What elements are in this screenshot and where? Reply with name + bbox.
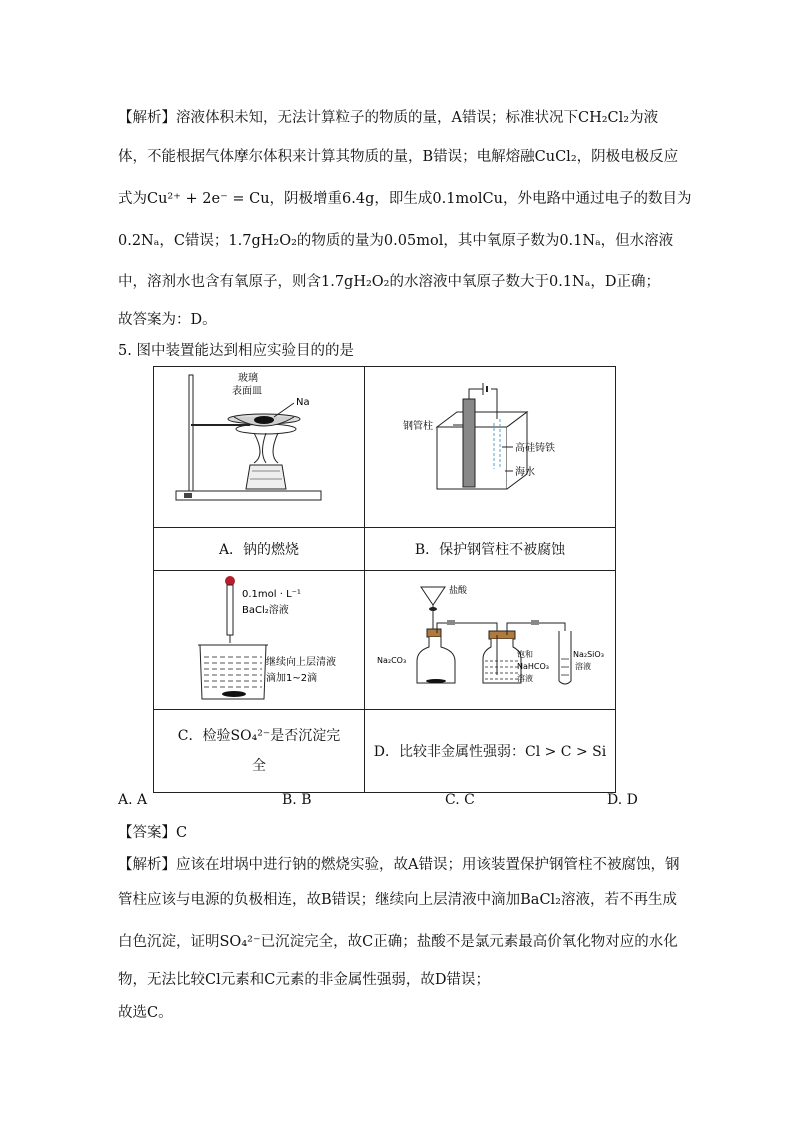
caption-c-line-1: C．检验SO₄²⁻是否沉淀完 bbox=[177, 728, 341, 744]
label-water: 海水 bbox=[515, 467, 535, 478]
label-continue-1: 继续向上层清液 bbox=[266, 657, 336, 668]
analysis-line-3: 式为Cu²⁺ + 2e⁻ = Cu，阴极增重6.4g，即生成0.1molCu，外电路中通过电子的数目为 bbox=[118, 191, 692, 207]
label-glass-2: 表面皿 bbox=[232, 386, 262, 397]
figure-a-cell bbox=[154, 367, 365, 528]
figure-c-cell bbox=[154, 571, 365, 710]
option-c: C. C bbox=[445, 792, 475, 808]
analysis5-line-4: 物，无法比较Cl元素和C元素的非金属性强弱，故D错误； bbox=[118, 972, 490, 988]
option-d: D. D bbox=[607, 792, 638, 808]
caption-c-line-2: 全 bbox=[252, 758, 266, 774]
question-stem: 5. 图中装置能达到相应实验目的的是 bbox=[118, 343, 354, 359]
label-column: 钢管柱 bbox=[403, 421, 433, 432]
answer: 【答案】C bbox=[118, 825, 188, 841]
analysis5-line-5: 故选C。 bbox=[118, 1005, 173, 1021]
label-solution-2: 溶液 bbox=[575, 662, 591, 671]
corrosion-protection-figure bbox=[365, 367, 615, 523]
figure-d-cell bbox=[365, 571, 616, 710]
caption-c bbox=[154, 710, 365, 793]
label-saturated: 饱和 bbox=[517, 650, 533, 659]
analysis5-line-1: 【解析】应该在坩埚中进行钠的燃烧实验，故A错误；用该装置保护钢管柱不被腐蚀，钢 bbox=[118, 857, 680, 873]
analysis-line-4: 0.2Nₐ，C错误；1.7gH₂O₂的物质的量为0.05mol，其中氧原子数为0.1Nₐ，但水溶液 bbox=[118, 233, 674, 249]
option-a: A. A bbox=[118, 792, 148, 808]
apparatus-table bbox=[153, 366, 616, 793]
label-na: Na bbox=[296, 397, 310, 408]
label-bacl2: BaCl₂溶液 bbox=[242, 605, 289, 616]
analysis5-line-2: 管柱应该与电源的负极相连，故B错误；继续向上层清液中滴加BaCl₂溶液，若不再生成 bbox=[118, 892, 677, 908]
sodium-combustion-figure bbox=[154, 367, 364, 523]
analysis-line-6: 故答案为：D。 bbox=[118, 312, 217, 328]
analysis-line-2: 体，不能根据气体摩尔体积来计算其物质的量，B错误；电解熔融CuCl₂，阴极电极反应 bbox=[118, 149, 679, 165]
label-glass-1: 玻璃 bbox=[238, 373, 258, 384]
precipitation-test-figure bbox=[154, 571, 364, 705]
option-b: B. B bbox=[282, 792, 312, 808]
caption-d: D．比较非金属性强弱：Cl > C > Si bbox=[365, 710, 616, 793]
caption-b: B．保护钢管柱不被腐蚀 bbox=[365, 528, 616, 571]
analysis-line-1: 【解析】溶液体积未知，无法计算粒子的物质的量，A错误；标准状况下CH₂Cl₂为液 bbox=[118, 110, 659, 126]
label-hcl: 盐酸 bbox=[449, 586, 468, 596]
label-iron: 高硅铸铁 bbox=[515, 443, 555, 454]
label-na2co3: Na₂CO₃ bbox=[377, 656, 407, 665]
label-nahco3: NaHCO₃ bbox=[517, 662, 549, 671]
caption-a: A．钠的燃烧 bbox=[154, 528, 365, 571]
label-solution: 溶液 bbox=[517, 674, 533, 683]
analysis5-line-3: 白色沉淀，证明SO₄²⁻已沉淀完全，故C正确；盐酸不是氯元素最高价氧化物对应的水化 bbox=[118, 934, 678, 950]
analysis-line-5: 中，溶剂水也含有氧原子，则含1.7gH₂O₂的水溶液中氧原子数大于0.1Nₐ，D正确； bbox=[118, 274, 660, 290]
acidity-comparison-figure bbox=[365, 571, 615, 705]
figure-b-cell bbox=[365, 367, 616, 528]
label-concentration: 0.1mol · L⁻¹ bbox=[242, 589, 301, 600]
label-na2sio3: Na₂SiO₃ bbox=[573, 650, 604, 659]
label-continue-2: 滴加1~2滴 bbox=[266, 673, 318, 684]
